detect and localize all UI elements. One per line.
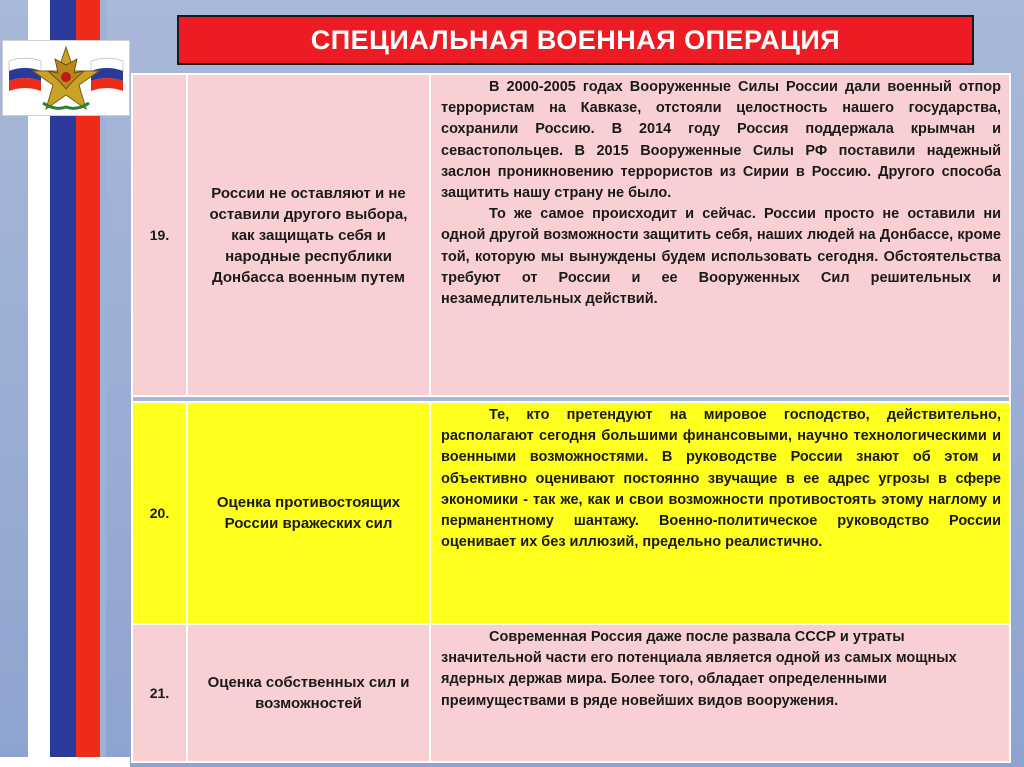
description-paragraph: Современная Россия даже после развала СССР и утраты значительной части его потенциала является одной из самых мощных ядерных держав мира. Более того, обладает определенными преимуществами в ряде новейших видов вооружения. bbox=[441, 629, 957, 709]
bottom-white-strip bbox=[0, 757, 130, 767]
row-description bbox=[430, 402, 1010, 624]
description-paragraph: Те, кто претендуют на мировое господство, действительно, располагают сегодня большими финансовыми, научно технологическими и военными возможностями. В руководстве России знают об этом и объективно оценивают постоянно звучащие в ее адрес угрозы в сфере экономики - так же, как и свои возможности противостоять этому наглому и перманентному шантажу. Военно-политическое руководство России оценивает их без иллюзий, предельно реалистично. bbox=[441, 407, 1001, 551]
row-topic: Оценка противостоящих России вражеских сил bbox=[187, 402, 430, 624]
operation-table bbox=[131, 73, 1011, 763]
russian-armed-forces-emblem-icon bbox=[2, 40, 130, 116]
page-title: СПЕЦИАЛЬНАЯ ВОЕННАЯ ОПЕРАЦИЯ bbox=[177, 15, 974, 65]
table-row bbox=[132, 74, 1010, 396]
row-number: 21. bbox=[132, 624, 187, 762]
row-description bbox=[430, 74, 1010, 396]
table-row bbox=[132, 624, 1010, 762]
row-number: 20. bbox=[132, 402, 187, 624]
row-topic: России не оставляют и не оставили другого выбора, как защищать себя и народные республики Донбасса военным путем bbox=[187, 74, 430, 396]
row-description bbox=[430, 624, 1010, 762]
row-topic: Оценка собственных сил и возможностей bbox=[187, 624, 430, 762]
table-row bbox=[132, 402, 1010, 624]
description-paragraph: То же самое происходит и сейчас. России просто не оставили ни одной другой возможности защитить себя, наших людей на Донбассе, кроме той, которую мы вынуждены будем использовать сегодня. Обстоятельства требуют от России и ее Вооруженных Сил решительных и незамедлительных действий. bbox=[441, 206, 1001, 308]
row-number: 19. bbox=[132, 74, 187, 396]
description-paragraph: В 2000-2005 годах Вооруженные Силы России дали военный отпор террористам на Кавказе, отстояли целостность нашего государства, сохранили Россию. В 2014 году Россия поддержала крымчан и севастопольцев. В 2015 Вооруженные Силы РФ поставили надежный заслон проникновению террористов из Сирии в Россию. Другого способа защитить нашу страну не было. bbox=[441, 79, 1001, 202]
